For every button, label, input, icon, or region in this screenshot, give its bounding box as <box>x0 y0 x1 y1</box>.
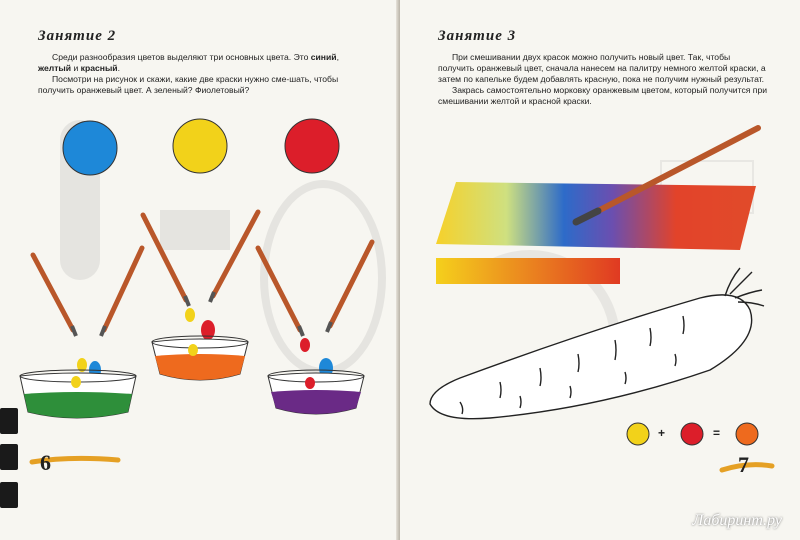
equation-orange-circle <box>736 423 758 445</box>
page-number-left: 6 <box>40 450 51 475</box>
binder-clip-top <box>0 408 18 434</box>
orange-gradient-bar <box>436 258 620 284</box>
page-number-right: 7 <box>738 452 749 477</box>
bowl-orange <box>143 212 258 380</box>
color-word-red: красный <box>80 63 118 73</box>
question-text: Посмотри на рисунок и скажи, какие две краски нужно сме-шать, чтобы получить оранжевый цвет. А зеленый? Фиолетовый? <box>38 74 339 95</box>
equation-plus: + <box>658 426 666 440</box>
equation-equals: = <box>713 426 721 440</box>
bowl-green <box>20 248 142 418</box>
left-page <box>0 0 399 540</box>
equation-red-circle <box>681 423 703 445</box>
intro-after: . <box>117 63 120 73</box>
paragraph-mixing: При смешивании двух красок можно получить новый цвет. Так, чтобы получить оранжевый цвет, сначала нанесем на палитру немного желтой краски, а затем по капельке будем добавлять красную, пока не получим нужный результат. <box>438 52 766 84</box>
paint-mixing-illustration <box>0 0 398 540</box>
watermark: Лабиринт.ру <box>692 512 782 529</box>
intro-before: Среди разнообразия цветов выделяют три основных цвета. Это <box>52 52 311 62</box>
color-word-yellow: желтый <box>38 63 72 73</box>
right-page <box>400 0 800 540</box>
equation-yellow-circle <box>627 423 649 445</box>
page-title: Занятие 3 <box>438 28 517 44</box>
yellow-circle <box>173 119 227 173</box>
paragraph-task: Закрась самостоятельно морковку оранжевым цветом, который получится при смешивании желтой и красной краски. <box>438 85 768 106</box>
watercolor-palette <box>436 182 756 250</box>
binder-clip-bottom <box>0 482 18 508</box>
bowl-purple <box>258 242 372 414</box>
page-title: Занятие 2 <box>38 28 117 44</box>
carrot-outline <box>430 268 764 419</box>
blue-circle <box>63 121 117 175</box>
red-circle <box>285 119 339 173</box>
binder-clip-middle <box>0 444 18 470</box>
intro-text: Среди разнообразия цветов выделяют три основных цвета. Это синий, желтый и красный. Посмотри на рисунок и скажи, какие две краски нужно сме-шать, чтобы получить оранжевый цвет. А зеленый? Фиолетовый? <box>38 52 370 96</box>
color-word-blue: синий <box>310 52 337 62</box>
word-and: и <box>71 63 81 73</box>
